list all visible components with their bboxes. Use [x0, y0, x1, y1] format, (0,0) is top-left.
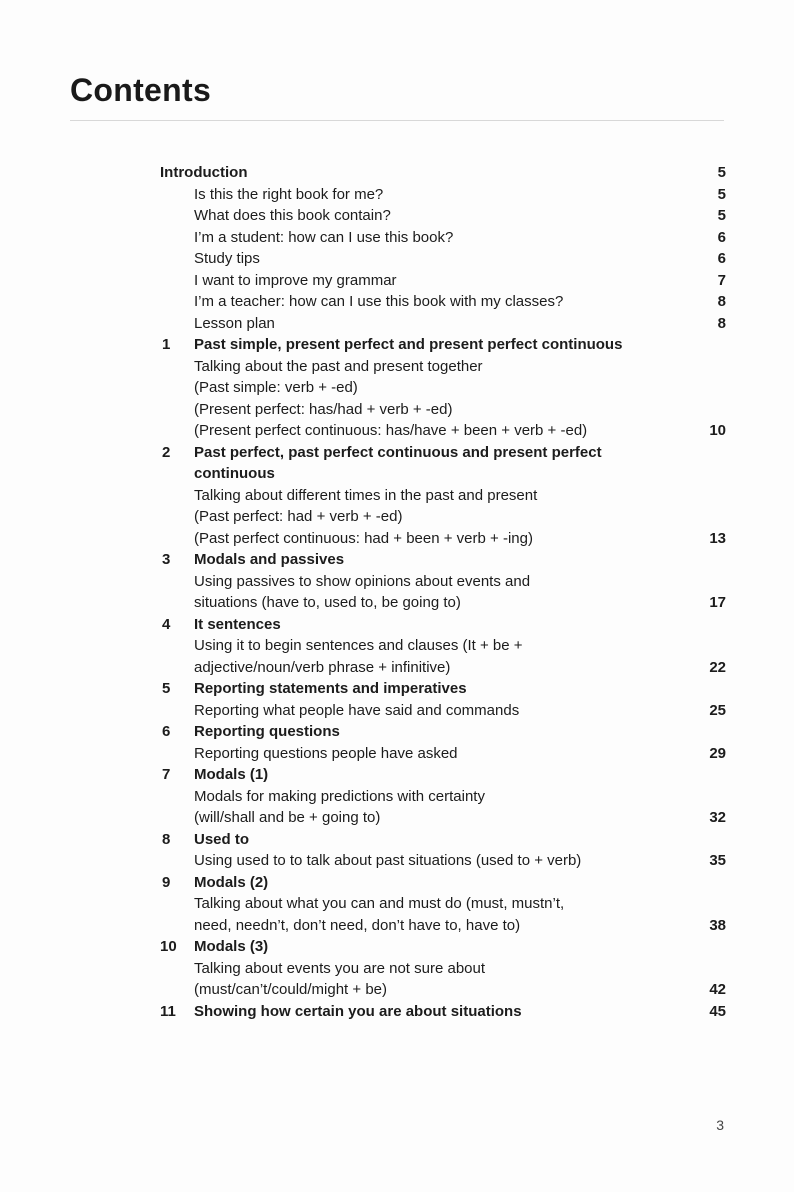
- toc-subitem-row[interactable]: [160, 227, 726, 249]
- toc-page-number: 38: [709, 916, 726, 934]
- toc-introduction-row[interactable]: [160, 162, 726, 184]
- toc-unit-title: It sentences: [194, 615, 281, 633]
- toc-unit-body: [194, 936, 686, 1001]
- toc-unit-description-line: Modals for making predictions with certainty: [194, 787, 485, 805]
- toc-unit-entry[interactable]: [160, 936, 726, 1001]
- toc-page-number: 8: [717, 314, 726, 332]
- toc-unit-description-line: (Present perfect continuous: has/have + been + verb + -ed): [194, 422, 588, 439]
- toc-unit-entry[interactable]: [160, 764, 726, 829]
- title-divider: [70, 120, 724, 121]
- toc-unit-description-line: need, needn’t, don’t need, don’t have to, have to): [194, 916, 521, 934]
- toc-unit-description-line: Talking about the past and present together: [194, 357, 483, 375]
- toc-subitem-label: What does this book contain?: [194, 207, 391, 224]
- toc-page-number: 10: [709, 422, 726, 439]
- toc-page-number: 5: [717, 207, 726, 224]
- toc-unit-entry[interactable]: [160, 614, 726, 679]
- toc-unit-entry[interactable]: [160, 872, 726, 937]
- page-title: Contents: [70, 72, 212, 108]
- toc-unit-title: Past perfect, past perfect continuous and present perfect continuous: [194, 443, 602, 482]
- toc-unit-description-line: Using used to to talk about past situations (used to + verb): [194, 852, 582, 869]
- toc-unit-title: Modals and passives: [194, 551, 345, 568]
- toc-subitem-row[interactable]: [160, 248, 726, 270]
- toc-unit-body: [194, 872, 686, 937]
- toc-unit-number: 10: [160, 938, 177, 955]
- toc-unit-title: Reporting questions: [194, 723, 340, 740]
- toc-unit-body: [194, 442, 686, 550]
- toc-unit-entry[interactable]: [160, 829, 726, 872]
- toc-unit-entry[interactable]: [160, 678, 726, 721]
- toc-unit-title: Modals (2): [194, 873, 269, 891]
- toc-unit-description-line: (will/shall and be + going to): [194, 809, 381, 826]
- toc-unit-title: Past simple, present perfect and present perfect continuous: [194, 336, 623, 353]
- toc-unit-number: 4: [162, 615, 171, 633]
- toc-unit-number: 6: [162, 723, 171, 740]
- toc-unit-entry[interactable]: [160, 334, 726, 442]
- toc-unit-number: 3: [162, 551, 171, 568]
- toc-subitem-label: I want to improve my grammar: [194, 271, 397, 289]
- toc-page-number: 25: [709, 701, 726, 719]
- toc-page-number: 32: [709, 809, 726, 826]
- toc-introduction-label: Introduction: [160, 164, 248, 181]
- toc-unit-description-line: (Past perfect: had + verb + -ed): [194, 508, 403, 525]
- toc-unit-body: [194, 678, 686, 721]
- toc-subitem-row[interactable]: [160, 270, 726, 292]
- toc-page-number: 17: [709, 594, 726, 611]
- toc-unit-title: Used to: [194, 830, 250, 848]
- toc-unit-description-line: Talking about different times in the past and present: [194, 486, 538, 504]
- toc-unit-title: Reporting statements and imperatives: [194, 680, 467, 697]
- toc-subitem-label: I’m a teacher: how can I use this book with my classes?: [194, 293, 564, 310]
- toc-unit-title: Showing how certain you are about situations: [194, 1002, 522, 1020]
- toc-unit-description-line: Using passives to show opinions about events and: [194, 572, 531, 590]
- table-of-contents: [160, 162, 726, 1022]
- toc-unit-title: Modals (3): [194, 938, 269, 955]
- toc-unit-description-line: adjective/noun/verb phrase + infinitive): [194, 658, 451, 676]
- toc-subitem-label: Study tips: [194, 250, 260, 267]
- toc-unit-body: [194, 614, 686, 679]
- toc-unit-description-line: Reporting questions people have asked: [194, 744, 458, 762]
- toc-unit-body: [194, 549, 686, 614]
- toc-subitem-row[interactable]: [160, 291, 726, 313]
- toc-page-number: 29: [709, 744, 726, 762]
- toc-subitem-label: I’m a student: how can I use this book?: [194, 228, 454, 246]
- toc-unit-title: Modals (1): [194, 766, 269, 783]
- toc-unit-number: 8: [162, 830, 171, 848]
- toc-unit-description-line: Using it to begin sentences and clauses (It + be +: [194, 637, 523, 654]
- toc-unit-number: 1: [162, 336, 171, 353]
- toc-subitem-label: Is this the right book for me?: [194, 185, 384, 203]
- toc-unit-entry[interactable]: [160, 442, 726, 550]
- toc-page-number: 45: [709, 1002, 726, 1020]
- toc-subitem-row[interactable]: [160, 184, 726, 206]
- toc-page-number: 5: [717, 164, 726, 181]
- toc-unit-entry[interactable]: [160, 1001, 726, 1023]
- toc-unit-entry[interactable]: [160, 549, 726, 614]
- toc-page-number: 5: [717, 185, 726, 203]
- toc-subitem-row[interactable]: [160, 313, 726, 335]
- toc-unit-number: 2: [162, 443, 171, 461]
- toc-unit-body: [194, 334, 686, 442]
- toc-unit-number: 9: [162, 873, 171, 891]
- toc-unit-description-line: Talking about what you can and must do (must, mustn’t,: [194, 895, 565, 912]
- toc-unit-number: 7: [162, 766, 171, 783]
- toc-unit-description-line: (Past simple: verb + -ed): [194, 379, 358, 396]
- toc-unit-description-line: (Present perfect: has/had + verb + -ed): [194, 400, 453, 418]
- toc-unit-description-line: Reporting what people have said and commands: [194, 701, 520, 719]
- toc-unit-entry[interactable]: [160, 721, 726, 764]
- toc-page-number: 8: [717, 293, 726, 310]
- toc-page-number: 22: [709, 658, 726, 676]
- toc-introduction-subitems: [160, 184, 726, 335]
- toc-unit-number: 11: [160, 1002, 176, 1020]
- toc-unit-description-line: (must/can’t/could/might + be): [194, 981, 388, 998]
- toc-page-number: 6: [717, 250, 726, 267]
- toc-subitem-label: Lesson plan: [194, 314, 275, 332]
- toc-page-number: 13: [709, 529, 726, 547]
- toc-page-number: 42: [709, 981, 726, 998]
- page-folio: 3: [716, 1117, 724, 1133]
- toc-unit-description-line: situations (have to, used to, be going to): [194, 594, 461, 611]
- toc-subitem-row[interactable]: [160, 205, 726, 227]
- toc-unit-body: [194, 721, 686, 764]
- toc-page-number: 35: [709, 852, 726, 869]
- toc-page-number: 7: [717, 271, 726, 289]
- toc-unit-body: [194, 764, 686, 829]
- toc-page-number: 6: [717, 228, 726, 246]
- toc-unit-description-line: (Past perfect continuous: had + been + verb + -ing): [194, 529, 533, 547]
- toc-unit-description-line: Talking about events you are not sure about: [194, 959, 486, 977]
- toc-units-list: [160, 334, 726, 1022]
- toc-unit-number: 5: [162, 680, 171, 697]
- toc-unit-body: [194, 1001, 686, 1023]
- toc-unit-body: [194, 829, 686, 872]
